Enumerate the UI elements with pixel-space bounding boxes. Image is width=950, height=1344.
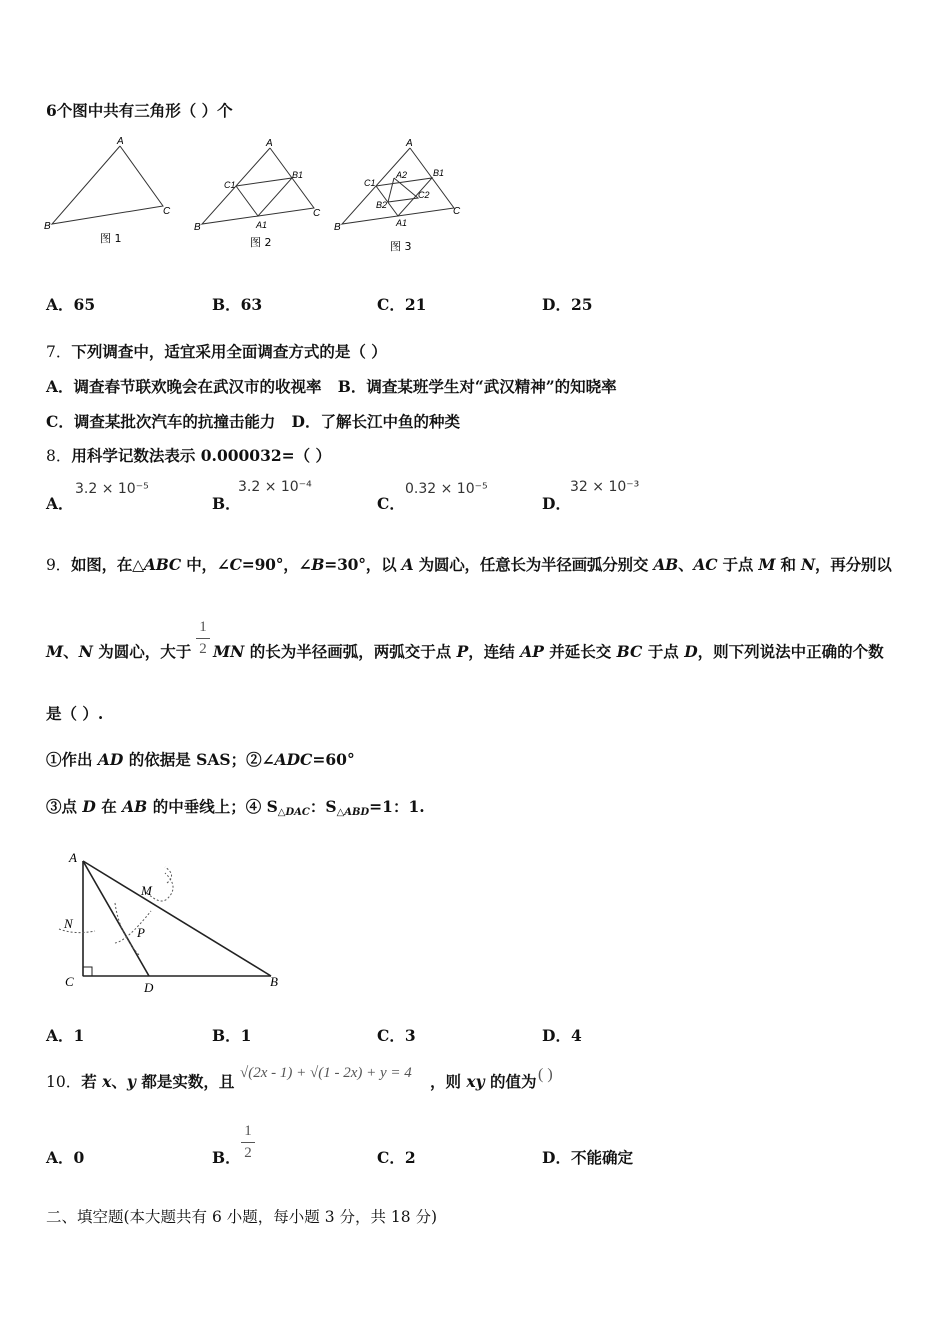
svg-text:C1: C1 bbox=[364, 178, 376, 188]
q7-option-b[interactable]: B．调查某班学生对“武汉精神”的知晓率 bbox=[337, 377, 617, 396]
q9-option-c[interactable]: C．3 bbox=[377, 1026, 416, 1045]
svg-text:B1: B1 bbox=[433, 168, 445, 178]
q6-figure-2 bbox=[188, 134, 328, 254]
q9-option-b[interactable]: B．1 bbox=[212, 1026, 252, 1045]
q6-option-c[interactable]: C．21 bbox=[377, 295, 427, 314]
q8-option-b-math: 3.2 × 10⁻⁴ bbox=[238, 479, 312, 495]
fig1-label-a: A bbox=[117, 136, 124, 147]
svg-text:C: C bbox=[453, 206, 461, 217]
svg-text:A1: A1 bbox=[396, 218, 408, 228]
q10-option-b-fraction: 1 2 bbox=[241, 1123, 255, 1162]
q8-option-b-letter[interactable]: B． bbox=[212, 494, 241, 513]
q7-stem: 7．下列调查中，适宜采用全面调查方式的是（ ） bbox=[46, 342, 387, 361]
q8-option-c-math: 0.32 × 10⁻⁵ bbox=[405, 481, 488, 497]
q10-stem-start: 10．若 x、y 都是实数，且 bbox=[46, 1072, 235, 1091]
svg-text:B: B bbox=[334, 222, 341, 233]
q8-option-d-math: 32 × 10⁻³ bbox=[570, 479, 640, 495]
q7-option-a[interactable]: A．调查春节联欢晚会在武汉市的收视率 bbox=[46, 377, 322, 396]
q9-label-n: N bbox=[64, 916, 73, 931]
q9-fraction-half: 1 2 bbox=[196, 619, 210, 658]
q7-option-row-2 bbox=[46, 412, 460, 432]
q9-stem-line-2-end: MN 的长为半径画弧，两弧交于点 P，连结 AP 并延长交 BC 于点 D，则下列说法中正确的个数 bbox=[213, 642, 884, 661]
fig1-label-c: C bbox=[163, 206, 171, 217]
q9-stem-line-1: 9．如图，在△ABC 中，∠C=90°，∠B=30°，以 A 为圆心，任意长为半径画弧分别交 AB、AC 于点 M 和 N，再分别以 bbox=[46, 555, 892, 574]
q9-stem-line-3: 是（ ）. bbox=[46, 704, 104, 723]
q10-option-a[interactable]: A．0 bbox=[46, 1148, 85, 1167]
svg-text:A: A bbox=[266, 138, 273, 149]
svg-text:C2: C2 bbox=[418, 190, 430, 200]
svg-text:C: C bbox=[313, 208, 321, 219]
svg-text:B: B bbox=[194, 222, 201, 233]
fig1-label-b: B bbox=[44, 221, 51, 232]
q9-option-a[interactable]: A．1 bbox=[46, 1026, 85, 1045]
q9-statement-1-2: ①作出 AD 的依据是 SAS；②∠ADC=60° bbox=[46, 750, 355, 769]
q9-triangle-figure bbox=[55, 843, 295, 1003]
fig3-caption: 图 3 bbox=[390, 240, 412, 253]
q10-option-d[interactable]: D．不能确定 bbox=[542, 1148, 633, 1167]
q9-stem-line-2-start: M、N 为圆心，大于 bbox=[46, 642, 192, 661]
q10-option-c[interactable]: C．2 bbox=[377, 1148, 416, 1167]
q7-option-d[interactable]: D．了解长江中鱼的种类 bbox=[291, 412, 460, 431]
q6-figure-1 bbox=[40, 134, 180, 249]
q6-option-a[interactable]: A．65 bbox=[46, 295, 96, 314]
q9-label-m: M bbox=[141, 883, 152, 898]
svg-text:A1: A1 bbox=[256, 220, 268, 230]
q9-label-d: D bbox=[144, 980, 154, 995]
q7-option-row-1 bbox=[46, 377, 617, 397]
q8-option-a-letter[interactable]: A． bbox=[46, 494, 74, 513]
q9-label-a: A bbox=[69, 850, 77, 865]
q6-option-b[interactable]: B．63 bbox=[212, 295, 263, 314]
q10-stem-end: ，则 xy 的值为 bbox=[430, 1072, 537, 1091]
q10-option-b-letter[interactable]: B． bbox=[212, 1148, 241, 1167]
q9-option-d[interactable]: D．4 bbox=[542, 1026, 582, 1045]
q9-statement-3-4: ③点 D 在 AB 的中垂线上；④ $S_{\triangle DAC}$：$S_{\triangle ABD}=1$：1. bbox=[46, 797, 425, 818]
q8-stem: 8．用科学记数法表示 0.000032=（ ） bbox=[46, 446, 332, 465]
q10-formula: √(2x - 1) + √(1 - 2x) + y = 4 bbox=[240, 1065, 412, 1081]
q6-option-d[interactable]: D．25 bbox=[542, 295, 593, 314]
q9-label-c: C bbox=[65, 974, 74, 989]
svg-text:A: A bbox=[406, 138, 413, 149]
q8-option-a-math: 3.2 × 10⁻⁵ bbox=[75, 481, 149, 497]
svg-text:C1: C1 bbox=[224, 180, 236, 190]
q10-paren: ( ) bbox=[538, 1066, 553, 1083]
fig1-caption: 图 1 bbox=[100, 232, 122, 245]
svg-text:B2: B2 bbox=[376, 200, 388, 210]
q8-option-c-letter[interactable]: C． bbox=[377, 494, 405, 513]
q8-option-d-letter[interactable]: D． bbox=[542, 494, 571, 513]
q9-label-p: P bbox=[137, 925, 145, 940]
svg-text:A2: A2 bbox=[396, 170, 408, 180]
fig2-caption: 图 2 bbox=[250, 236, 272, 249]
q6-figure-3 bbox=[330, 134, 470, 259]
section-2-title: 二、填空题(本大题共有 6 小题，每小题 3 分，共 18 分) bbox=[46, 1208, 438, 1226]
q7-option-c[interactable]: C．调查某批次汽车的抗撞击能力 bbox=[46, 412, 276, 431]
q6-stem: 6个图中共有三角形（ ）个 bbox=[46, 101, 233, 120]
q9-label-b: B bbox=[270, 974, 278, 989]
svg-text:B1: B1 bbox=[292, 170, 304, 180]
